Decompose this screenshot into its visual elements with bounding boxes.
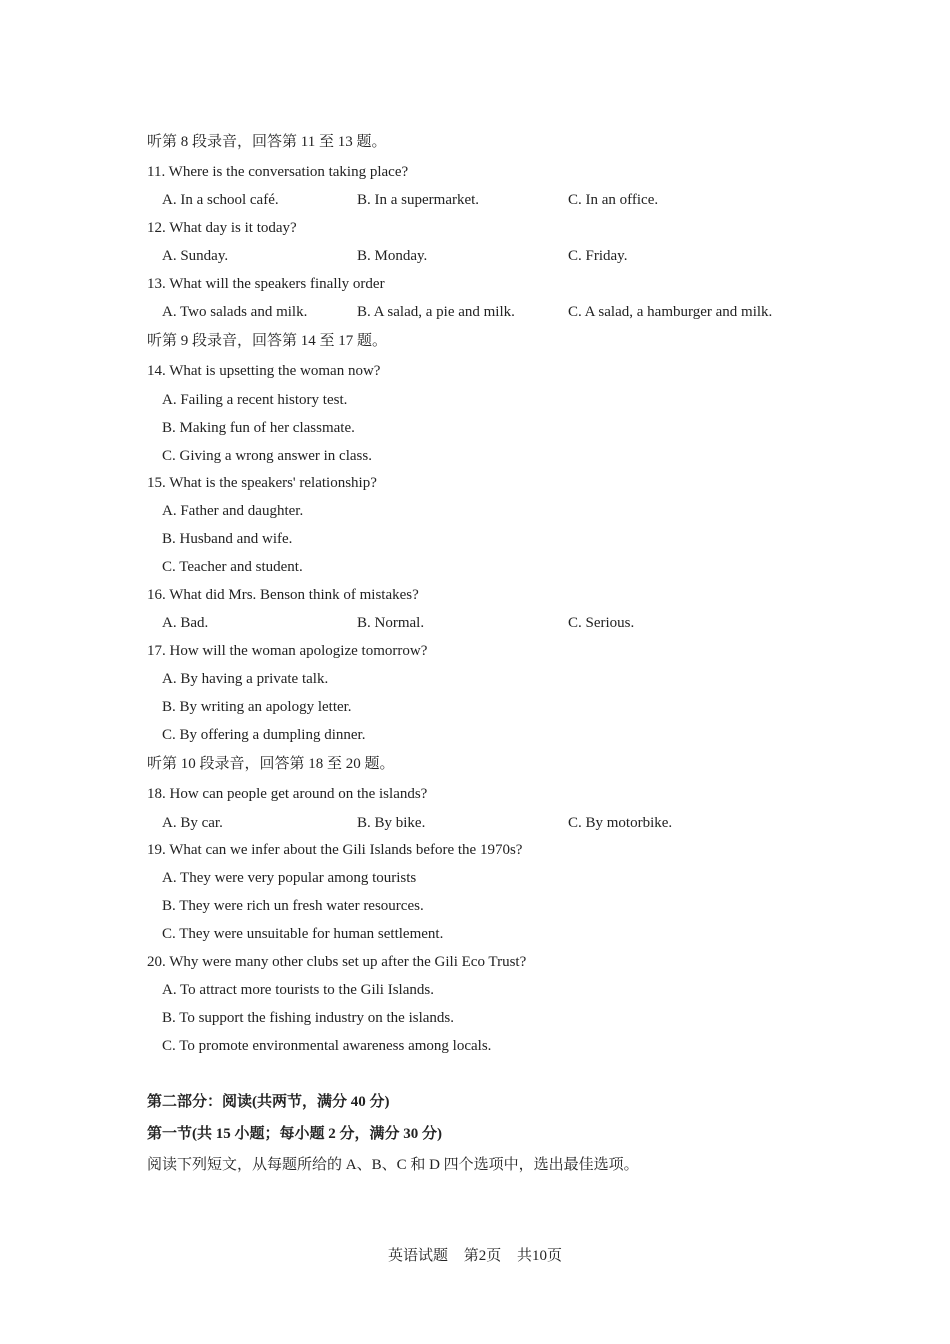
question-13-option-b: B. A salad, a pie and milk. xyxy=(357,304,515,320)
question-15-stem: 15. What is the speakers' relationship? xyxy=(147,475,377,491)
question-12-option-b: B. Monday. xyxy=(357,248,428,264)
question-12-stem: 12. What day is it today? xyxy=(147,220,297,236)
question-18-option-c: C. By motorbike. xyxy=(568,815,673,831)
question-20-option-a: A. To attract more tourists to the Gili Islands. xyxy=(162,982,434,998)
question-16-option-c: C. Serious. xyxy=(568,615,635,631)
question-14-option-c: C. Giving a wrong answer in class. xyxy=(162,448,372,464)
question-19-option-b: B. They were rich un fresh water resources. xyxy=(162,898,424,914)
question-14-option-b: B. Making fun of her classmate. xyxy=(162,420,355,436)
question-11-stem: 11. Where is the conversation taking place? xyxy=(147,164,409,180)
question-16-option-a: A. Bad. xyxy=(162,615,209,631)
part-2-title: 第二部分：阅读(共两节，满分 40 分) xyxy=(147,1094,390,1110)
question-17-option-b: B. By writing an apology letter. xyxy=(162,699,352,715)
question-12-option-c: C. Friday. xyxy=(568,248,628,264)
page-footer xyxy=(0,1246,950,1266)
section-9-header: 听第 9 段录音，回答第 14 至 17 题。 xyxy=(147,333,388,349)
question-17-stem: 17. How will the woman apologize tomorrow? xyxy=(147,643,428,659)
question-15-option-a: A. Father and daughter. xyxy=(162,503,304,519)
question-19-option-c: C. They were unsuitable for human settlement. xyxy=(162,926,444,942)
section-8-header: 听第 8 段录音，回答第 11 至 13 题。 xyxy=(147,134,387,150)
question-18-option-b: B. By bike. xyxy=(357,815,426,831)
question-17-option-a: A. By having a private talk. xyxy=(162,671,329,687)
question-19-stem: 19. What can we infer about the Gili Islands before the 1970s? xyxy=(147,842,523,858)
footer-page-number: 第2页 xyxy=(463,1248,502,1264)
question-18-stem: 18. How can people get around on the islands? xyxy=(147,786,428,802)
footer-total-pages: 共10页 xyxy=(517,1248,563,1264)
question-19-option-a: A. They were very popular among tourists xyxy=(162,870,417,886)
part-2-instruction: 阅读下列短文，从每题所给的 A、B、C 和 D 四个选项中，选出最佳选项。 xyxy=(147,1157,639,1173)
question-18-option-a: A. By car. xyxy=(162,815,223,831)
question-20-stem: 20. Why were many other clubs set up after the Gili Eco Trust? xyxy=(147,954,527,970)
section-10-header: 听第 10 段录音，回答第 18 至 20 题。 xyxy=(147,756,395,772)
question-16-stem: 16. What did Mrs. Benson think of mistakes? xyxy=(147,587,419,603)
footer-subject: 英语试题 xyxy=(387,1248,448,1264)
question-13-option-c: C. A salad, a hamburger and milk. xyxy=(568,304,773,320)
question-15-option-b: B. Husband and wife. xyxy=(162,531,293,547)
part-2-section-1-title: 第一节(共 15 小题；每小题 2 分，满分 30 分) xyxy=(147,1126,442,1142)
question-15-option-c: C. Teacher and student. xyxy=(162,559,303,575)
question-13-stem: 13. What will the speakers finally order xyxy=(147,276,385,292)
question-16-option-b: B. Normal. xyxy=(357,615,425,631)
question-20-option-b: B. To support the fishing industry on the islands. xyxy=(162,1010,455,1026)
question-14-stem: 14. What is upsetting the woman now? xyxy=(147,363,381,379)
question-14-option-a: A. Failing a recent history test. xyxy=(162,392,348,408)
question-20-option-c: C. To promote environmental awareness among locals. xyxy=(162,1038,492,1054)
question-11-option-a: A. In a school café. xyxy=(162,192,279,208)
question-12-option-a: A. Sunday. xyxy=(162,248,229,264)
question-11-option-c: C. In an office. xyxy=(568,192,659,208)
question-11-option-b: B. In a supermarket. xyxy=(357,192,480,208)
question-13-option-a: A. Two salads and milk. xyxy=(162,304,308,320)
question-17-option-c: C. By offering a dumpling dinner. xyxy=(162,727,366,743)
